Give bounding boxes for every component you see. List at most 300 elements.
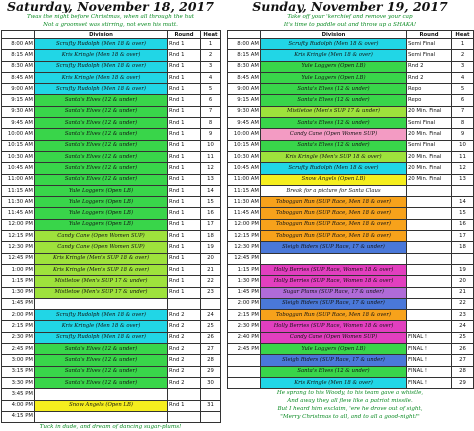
saturday-header-round: Round — [168, 31, 201, 39]
saturday-division-cell: Yule Loggers (Open LB) — [35, 185, 168, 196]
sunday-division-cell: Holly Berries (SUP Race, Women 18 & over) — [261, 264, 407, 275]
sunday-division-cell: Holly Berries (SUP Race, Women 18 & over) — [261, 276, 407, 287]
sunday-round-cell: Repo — [407, 84, 452, 95]
saturday-schedule-row — [2, 50, 221, 61]
saturday-division-cell: Yule Loggers (Open LB) — [35, 208, 168, 219]
saturday-heat-cell: 12 — [201, 163, 221, 174]
saturday-heat-cell: 14 — [201, 185, 221, 196]
saturday-heat-cell: 6 — [201, 95, 221, 106]
sunday-time-cell: 2:45 PM — [228, 344, 261, 355]
saturday-schedule-row — [2, 242, 221, 253]
sunday-schedule-row — [228, 231, 474, 242]
sunday-schedule-row — [228, 95, 474, 106]
saturday-division-cell: Santa's Elves (12 & under) — [35, 106, 168, 117]
saturday-division-cell: Kris Kringle (Men 18 & over) — [35, 72, 168, 83]
saturday-division-cell: Santa's Elves (12 & under) — [35, 344, 168, 355]
sunday-round-cell: Semi Final — [407, 50, 452, 61]
sunday-time-cell: 10:00 AM — [228, 129, 261, 140]
sunday-schedule-row — [228, 129, 474, 140]
saturday-schedule-row — [2, 377, 221, 388]
saturday-schedule-row — [2, 366, 221, 377]
sunday-division-cell: Santa's Elves (12 & under) — [261, 84, 407, 95]
saturday-division-cell: Santa's Elves (12 & under) — [35, 95, 168, 106]
saturday-time-cell: 11:00 AM — [2, 174, 35, 185]
sunday-division-cell: Yule Loggers (Open LB) — [261, 72, 407, 83]
saturday-time-cell: 9:30 AM — [2, 106, 35, 117]
saturday-time-cell: 9:00 AM — [2, 84, 35, 95]
sunday-panel — [227, 0, 473, 421]
sunday-heat-cell: 16 — [452, 219, 474, 230]
saturday-round-cell: Rnd 1 — [168, 185, 201, 196]
saturday-schedule-row — [2, 298, 221, 309]
sunday-time-cell: 12:30 PM — [228, 242, 261, 253]
sunday-time-cell: 1:30 PM — [228, 276, 261, 287]
sunday-round-cell — [407, 310, 452, 321]
sunday-schedule-row — [228, 140, 474, 151]
sunday-round-cell — [407, 287, 452, 298]
sunday-round-cell — [407, 208, 452, 219]
sunday-division-cell: Sleigh Riders (SUP Race, 17 & under) — [261, 242, 407, 253]
sunday-time-cell: 9:30 AM — [228, 106, 261, 117]
saturday-footer: Tuck in dude, and dream of dancing sugar-plums! — [39, 424, 182, 431]
sunday-round-cell: Semi Final — [407, 140, 452, 151]
saturday-round-cell: Rnd 1 — [168, 106, 201, 117]
sunday-footer-line-3: But I heard him exclaim, 'ere he drove out of sight, — [277, 406, 423, 413]
saturday-division-cell: Scrufty Rudolph (Men 18 & over) — [35, 332, 168, 343]
saturday-round-cell: Rnd 1 — [168, 163, 201, 174]
sunday-time-cell: 11:00 AM — [228, 174, 261, 185]
sunday-header-row — [228, 31, 474, 39]
sunday-time-cell: 10:30 AM — [228, 151, 261, 162]
sunday-footer-line-1: He sprang to his Woody, to his team gave a whistle, — [276, 390, 424, 397]
saturday-heat-cell: 4 — [201, 72, 221, 83]
sunday-division-cell: Toboggan Run (SUP Race, Men 18 & over) — [261, 310, 407, 321]
sunday-heat-cell: 2 — [452, 50, 474, 61]
saturday-schedule-row — [2, 287, 221, 298]
saturday-schedule-row — [2, 253, 221, 264]
saturday-schedule-row — [2, 321, 221, 332]
sunday-schedule-row — [228, 355, 474, 366]
sunday-time-cell: 12:45 PM — [228, 253, 261, 264]
saturday-heat-cell: 16 — [201, 208, 221, 219]
sunday-heat-cell: 17 — [452, 231, 474, 242]
saturday-schedule-row — [2, 84, 221, 95]
saturday-schedule-row — [2, 151, 221, 162]
sunday-division-cell: Santa's Elves (12 & under) — [261, 366, 407, 377]
sunday-round-cell — [407, 242, 452, 253]
saturday-division-cell: Candy Cane (Open Women SUP) — [35, 231, 168, 242]
saturday-time-cell: 11:15 AM — [2, 185, 35, 196]
saturday-division-cell: Mistletoe (Men's SUP 17 & under) — [35, 276, 168, 287]
saturday-time-cell: 11:30 AM — [2, 197, 35, 208]
saturday-time-cell: 1:30 PM — [2, 287, 35, 298]
sunday-schedule-row — [228, 174, 474, 185]
saturday-division-cell: Snow Angels (Open LB) — [35, 400, 168, 411]
sunday-time-cell: 10:45 AM — [228, 163, 261, 174]
sunday-time-cell: 11:30 AM — [228, 197, 261, 208]
saturday-header-time — [2, 31, 35, 39]
saturday-time-cell: 11:45 AM — [2, 208, 35, 219]
sunday-division-cell — [261, 253, 407, 264]
sunday-schedule-row — [228, 151, 474, 162]
sunday-division-cell: Toboggan Run (SUP Race, Men 18 & over) — [261, 197, 407, 208]
sunday-division-cell: Santa's Elves (12 & under) — [261, 140, 407, 151]
sunday-round-cell: 20 Min. Final — [407, 129, 452, 140]
saturday-round-cell: Rnd 1 — [168, 197, 201, 208]
saturday-round-cell — [168, 298, 201, 309]
saturday-schedule-row — [2, 208, 221, 219]
saturday-heat-cell — [201, 389, 221, 400]
saturday-time-cell: 1:15 PM — [2, 276, 35, 287]
sunday-time-cell — [228, 355, 261, 366]
saturday-schedule-body — [2, 39, 221, 423]
saturday-heat-cell: 21 — [201, 264, 221, 275]
sunday-poem-line-2: It's time to paddle out and throw up a SHAKA! — [283, 22, 417, 28]
sunday-round-cell — [407, 253, 452, 264]
sunday-heat-cell: 8 — [452, 118, 474, 129]
sunday-time-cell: 11:15 AM — [228, 185, 261, 196]
sunday-footer-line-4: "Merry Christmas to all, and to all a good-night!" — [280, 414, 420, 421]
saturday-schedule-row — [2, 140, 221, 151]
saturday-poem-line-2: Not a groomset was stirring, not even his mutt. — [43, 22, 178, 28]
saturday-time-cell: 2:00 PM — [2, 310, 35, 321]
sunday-division-cell: Scrufty Rudolph (Men 18 & over) — [261, 39, 407, 50]
sunday-time-cell: 8:30 AM — [228, 61, 261, 72]
saturday-time-cell: 12:30 PM — [2, 242, 35, 253]
saturday-heat-cell: 11 — [201, 151, 221, 162]
saturday-schedule-row — [2, 411, 221, 422]
sunday-heat-cell: 5 — [452, 84, 474, 95]
saturday-heat-cell: 25 — [201, 321, 221, 332]
saturday-schedule-table — [1, 30, 221, 423]
saturday-heat-cell: 5 — [201, 84, 221, 95]
sunday-round-cell — [407, 185, 452, 196]
saturday-round-cell: Rnd 1 — [168, 95, 201, 106]
saturday-time-cell: 2:45 PM — [2, 344, 35, 355]
saturday-time-cell: 3:30 PM — [2, 377, 35, 388]
sunday-heat-cell: 13 — [452, 174, 474, 185]
saturday-schedule-row — [2, 174, 221, 185]
sunday-schedule-row — [228, 287, 474, 298]
saturday-round-cell: Rnd 1 — [168, 129, 201, 140]
saturday-heat-cell: 15 — [201, 197, 221, 208]
sunday-schedule-row — [228, 332, 474, 343]
sunday-heat-cell — [452, 253, 474, 264]
sunday-division-cell: Santa's Elves (12 & under) — [261, 95, 407, 106]
sunday-title: Sunday, November 19, 2017 — [252, 0, 448, 13]
sunday-round-cell — [407, 298, 452, 309]
saturday-time-cell: 9:15 AM — [2, 95, 35, 106]
saturday-round-cell: Rnd 1 — [168, 39, 201, 50]
sunday-schedule-row — [228, 61, 474, 72]
sunday-heat-cell: 26 — [452, 344, 474, 355]
sunday-heat-cell: 21 — [452, 287, 474, 298]
saturday-time-cell: 3:00 PM — [2, 355, 35, 366]
saturday-panel — [1, 0, 220, 431]
sunday-header-division: Division — [261, 31, 407, 39]
saturday-time-cell: 8:30 AM — [2, 61, 35, 72]
saturday-time-cell: 9:45 AM — [2, 118, 35, 129]
saturday-round-cell: Rnd 2 — [168, 377, 201, 388]
saturday-schedule-row — [2, 72, 221, 83]
saturday-round-cell: Rnd 1 — [168, 231, 201, 242]
sunday-schedule-row — [228, 242, 474, 253]
saturday-division-cell: Candy Cane (Open Women SUP) — [35, 242, 168, 253]
saturday-round-cell: Rnd 1 — [168, 151, 201, 162]
sunday-time-cell: 1:45 PM — [228, 287, 261, 298]
sunday-division-cell: Kris Kringle (Men 18 & over) — [261, 50, 407, 61]
saturday-heat-cell: 31 — [201, 400, 221, 411]
sunday-schedule-table — [227, 30, 474, 389]
saturday-division-cell: Santa's Elves (12 & under) — [35, 140, 168, 151]
saturday-round-cell: Rnd 2 — [168, 310, 201, 321]
saturday-division-cell: Scrufty Rudolph (Men 18 & over) — [35, 84, 168, 95]
saturday-division-cell: Yule Loggers (Open LB) — [35, 197, 168, 208]
saturday-round-cell: Rnd 1 — [168, 219, 201, 230]
sunday-schedule-row — [228, 321, 474, 332]
sunday-schedule-row — [228, 219, 474, 230]
saturday-round-cell: Rnd 2 — [168, 366, 201, 377]
sunday-heat-cell: 28 — [452, 366, 474, 377]
saturday-round-cell: Rnd 1 — [168, 84, 201, 95]
saturday-schedule-row — [2, 389, 221, 400]
sunday-footer-line-2: And away they all flew like a patriot missile. — [287, 398, 413, 405]
sunday-time-cell: 9:00 AM — [228, 84, 261, 95]
saturday-round-cell: Rnd 1 — [168, 253, 201, 264]
saturday-round-cell: Rnd 2 — [168, 355, 201, 366]
saturday-division-cell: Santa's Elves (12 & under) — [35, 118, 168, 129]
sunday-division-cell: Mistletoe (Men's SUP 17 & under) — [261, 106, 407, 117]
saturday-schedule-row — [2, 39, 221, 50]
saturday-division-cell: Santa's Elves (12 & under) — [35, 366, 168, 377]
sunday-division-cell: Snow Angels (Open LB) — [261, 174, 407, 185]
sunday-division-cell: Kris Kringle (Men 18 & over) — [261, 377, 407, 388]
saturday-header-row — [2, 31, 221, 39]
sunday-division-cell: Candy Cane (Open Women SUP) — [261, 332, 407, 343]
saturday-schedule-row — [2, 106, 221, 117]
saturday-heat-cell — [201, 298, 221, 309]
saturday-division-cell: Scrufty Rudolph (Men 18 & over) — [35, 310, 168, 321]
saturday-heat-cell: 30 — [201, 377, 221, 388]
saturday-heat-cell: 10 — [201, 140, 221, 151]
saturday-round-cell: Rnd 1 — [168, 276, 201, 287]
saturday-time-cell: 8:15 AM — [2, 50, 35, 61]
sunday-heat-cell: 6 — [452, 95, 474, 106]
saturday-heat-cell: 20 — [201, 253, 221, 264]
sunday-schedule-row — [228, 344, 474, 355]
sunday-round-cell — [407, 321, 452, 332]
saturday-schedule-row — [2, 95, 221, 106]
saturday-schedule-row — [2, 185, 221, 196]
sunday-heat-cell: 19 — [452, 264, 474, 275]
saturday-header-heat: Heat — [201, 31, 221, 39]
sunday-time-cell: 9:45 AM — [228, 118, 261, 129]
saturday-heat-cell: 29 — [201, 366, 221, 377]
saturday-heat-cell: 18 — [201, 231, 221, 242]
saturday-time-cell: 3:15 PM — [2, 366, 35, 377]
saturday-schedule-row — [2, 219, 221, 230]
saturday-round-cell: Rnd 1 — [168, 118, 201, 129]
saturday-time-cell: 2:15 PM — [2, 321, 35, 332]
sunday-schedule-row — [228, 253, 474, 264]
sunday-time-cell: 9:15 AM — [228, 95, 261, 106]
sunday-schedule-row — [228, 298, 474, 309]
saturday-title: Saturday, November 18, 2017 — [7, 0, 214, 13]
sunday-schedule-row — [228, 276, 474, 287]
sunday-round-cell: Rnd 2 — [407, 72, 452, 83]
sunday-schedule-row — [228, 185, 474, 196]
saturday-round-cell: Rnd 1 — [168, 242, 201, 253]
sunday-heat-cell: 18 — [452, 242, 474, 253]
saturday-division-cell — [35, 411, 168, 422]
saturday-round-cell — [168, 411, 201, 422]
saturday-division-cell: Kris Kringle (Men 18 & over) — [35, 321, 168, 332]
saturday-schedule-row — [2, 118, 221, 129]
saturday-division-cell: Yule Loggers (Open LB) — [35, 219, 168, 230]
saturday-schedule-row — [2, 332, 221, 343]
sunday-round-cell: FINAL ! — [407, 366, 452, 377]
sunday-round-cell: Rnd 2 — [407, 61, 452, 72]
saturday-time-cell: 4:00 PM — [2, 400, 35, 411]
saturday-round-cell: Rnd 2 — [168, 321, 201, 332]
sunday-division-cell: Toboggan Run (SUP Race, Men 18 & over) — [261, 231, 407, 242]
sunday-header-heat: Heat — [452, 31, 474, 39]
sunday-round-cell — [407, 264, 452, 275]
sunday-schedule-row — [228, 163, 474, 174]
saturday-division-cell: Kris Kringle (Men's SUP 18 & over) — [35, 264, 168, 275]
saturday-division-cell: Santa's Elves (12 & under) — [35, 151, 168, 162]
sunday-division-cell: Sugar Plums (SUP Race, 17 & under) — [261, 287, 407, 298]
saturday-schedule-row — [2, 400, 221, 411]
sunday-time-cell: 10:15 AM — [228, 140, 261, 151]
saturday-round-cell: Rnd 1 — [168, 287, 201, 298]
sunday-division-cell: Yule Loggers (Open LB) — [261, 61, 407, 72]
sunday-heat-cell: 12 — [452, 163, 474, 174]
sunday-division-cell: Holly Berries (SUP Race, Women 18 & over) — [261, 321, 407, 332]
sunday-schedule-row — [228, 50, 474, 61]
saturday-schedule-row — [2, 344, 221, 355]
saturday-heat-cell — [201, 411, 221, 422]
sunday-division-cell: Sleigh Riders (SUP Race, 17 & under) — [261, 298, 407, 309]
sunday-heat-cell: 29 — [452, 377, 474, 388]
sunday-header-round: Round — [407, 31, 452, 39]
sunday-schedule-row — [228, 366, 474, 377]
sunday-schedule-row — [228, 72, 474, 83]
sunday-header-time — [228, 31, 261, 39]
saturday-round-cell: Rnd 1 — [168, 208, 201, 219]
sunday-round-cell: FINAL ! — [407, 344, 452, 355]
saturday-schedule-row — [2, 355, 221, 366]
sunday-heat-cell: 11 — [452, 151, 474, 162]
sunday-division-cell: Scrufty Rudolph (Men 18 & over) — [261, 163, 407, 174]
sunday-round-cell: 20 Min. Final — [407, 174, 452, 185]
saturday-division-cell — [35, 298, 168, 309]
saturday-heat-cell: 17 — [201, 219, 221, 230]
saturday-schedule-row — [2, 276, 221, 287]
saturday-heat-cell: 19 — [201, 242, 221, 253]
sunday-schedule-body — [228, 39, 474, 389]
sunday-time-cell — [228, 377, 261, 388]
sunday-heat-cell: 20 — [452, 276, 474, 287]
saturday-schedule-row — [2, 197, 221, 208]
sunday-heat-cell: 24 — [452, 321, 474, 332]
saturday-division-cell: Santa's Elves (12 & under) — [35, 377, 168, 388]
saturday-heat-cell: 2 — [201, 50, 221, 61]
sunday-division-cell: Candy Cane (Open Women SUP) — [261, 129, 407, 140]
saturday-schedule-row — [2, 231, 221, 242]
saturday-heat-cell: 8 — [201, 118, 221, 129]
saturday-heat-cell: 27 — [201, 344, 221, 355]
sunday-round-cell: 20 Min. Final — [407, 106, 452, 117]
saturday-round-cell: Rnd 1 — [168, 174, 201, 185]
sunday-round-cell: FINAL ! — [407, 332, 452, 343]
sunday-division-cell: Toboggan Run (SUP Race, Men 18 & over) — [261, 208, 407, 219]
saturday-time-cell: 12:45 PM — [2, 253, 35, 264]
sunday-heat-cell: 25 — [452, 332, 474, 343]
sunday-schedule-row — [228, 106, 474, 117]
saturday-division-cell: Santa's Elves (12 & under) — [35, 129, 168, 140]
sunday-schedule-row — [228, 118, 474, 129]
sunday-time-cell: 2:40 PM — [228, 332, 261, 343]
sunday-heat-cell: 7 — [452, 106, 474, 117]
sunday-time-cell: 11:45 AM — [228, 208, 261, 219]
saturday-time-cell: 12:15 PM — [2, 231, 35, 242]
sunday-division-cell: Santa's Elves (12 & under) — [261, 118, 407, 129]
saturday-time-cell: 1:00 PM — [2, 264, 35, 275]
sunday-heat-cell: 1 — [452, 39, 474, 50]
sunday-time-cell: 8:15 AM — [228, 50, 261, 61]
sunday-division-cell: Toboggan Run (SUP Race, Men 18 & over) — [261, 219, 407, 230]
sunday-time-cell: 12:15 PM — [228, 231, 261, 242]
sunday-heat-cell: 15 — [452, 208, 474, 219]
saturday-round-cell — [168, 389, 201, 400]
sunday-heat-cell: 10 — [452, 140, 474, 151]
sunday-round-cell: Repo — [407, 95, 452, 106]
saturday-heat-cell: 24 — [201, 310, 221, 321]
saturday-schedule-row — [2, 129, 221, 140]
saturday-time-cell: 10:00 AM — [2, 129, 35, 140]
saturday-time-cell: 8:45 AM — [2, 72, 35, 83]
sunday-round-cell: Semi Final — [407, 39, 452, 50]
saturday-round-cell: Rnd 1 — [168, 264, 201, 275]
saturday-round-cell: Rnd 2 — [168, 344, 201, 355]
saturday-division-cell: Santa's Elves (12 & under) — [35, 355, 168, 366]
sunday-round-cell: Semi Final — [407, 118, 452, 129]
sunday-division-cell: Break for a picture for Santa Claus — [261, 185, 407, 196]
sunday-time-cell: 2:15 PM — [228, 310, 261, 321]
sunday-schedule-row — [228, 264, 474, 275]
saturday-round-cell: Rnd 1 — [168, 50, 201, 61]
saturday-schedule-row — [2, 61, 221, 72]
sunday-round-cell — [407, 231, 452, 242]
saturday-schedule-row — [2, 264, 221, 275]
saturday-round-cell: Rnd 1 — [168, 400, 201, 411]
saturday-heat-cell: 9 — [201, 129, 221, 140]
sunday-heat-cell: 4 — [452, 72, 474, 83]
saturday-time-cell: 10:45 AM — [2, 163, 35, 174]
saturday-division-cell: Kris Kringle (Men's SUP 18 & over) — [35, 253, 168, 264]
saturday-time-cell: 3:45 PM — [2, 389, 35, 400]
saturday-heat-cell: 1 — [201, 39, 221, 50]
saturday-time-cell: 12:00 PM — [2, 219, 35, 230]
sunday-poem-line-1: Take off your 'kerchief and remove your cap — [287, 14, 413, 20]
saturday-division-cell: Kris Kringle (Men 18 & over) — [35, 50, 168, 61]
saturday-time-cell: 1:45 PM — [2, 298, 35, 309]
saturday-time-cell: 4:15 PM — [2, 411, 35, 422]
sunday-schedule-row — [228, 310, 474, 321]
saturday-schedule-row — [2, 310, 221, 321]
sunday-heat-cell: 27 — [452, 355, 474, 366]
